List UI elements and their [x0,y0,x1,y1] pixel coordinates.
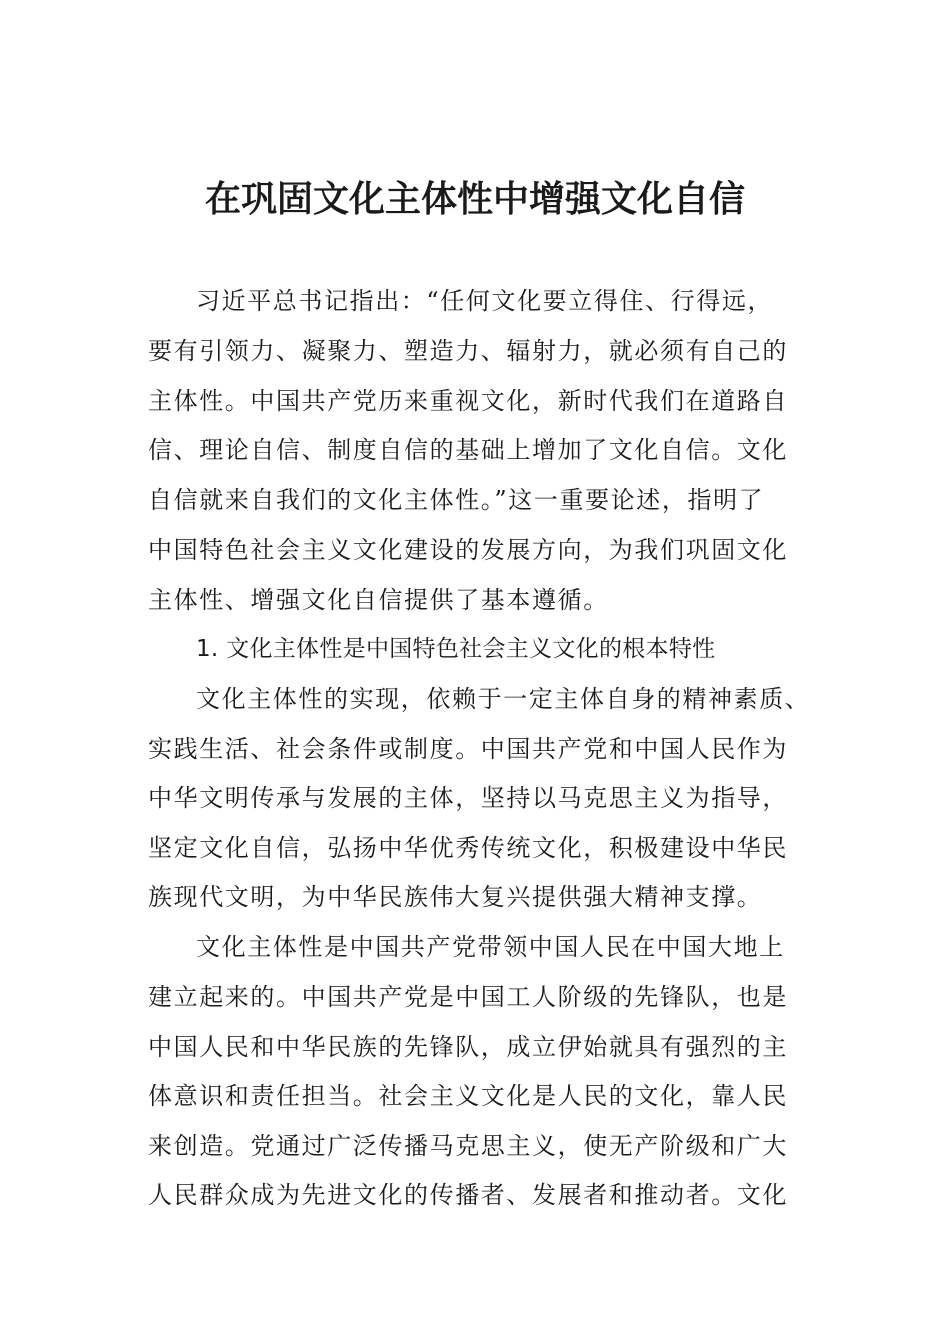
text-line: 文化主体性是中国共产党带领中国人民在中国大地上 [196,933,785,961]
text-line: 主体性。中国共产党历来重视文化，新时代我们在道路自 [148,387,788,415]
text-line: 人民群众成为先进文化的传播者、发展者和推动者。文化 [148,1181,788,1209]
text-line: 族现代文明，为中华民族伟大复兴提供强大精神支撑。 [148,883,763,911]
text-line: 习近平总书记指出：“任何文化要立得住、行得远， [196,287,774,315]
section-heading: 1. 文化主体性是中国特色社会主义文化的根本特性 [196,636,716,662]
text-line: 主体性、增强文化自信提供了基本遵循。 [148,586,609,614]
document-title: 在巩固文化主体性中增强文化自信 [204,178,745,220]
text-line: 自信就来自我们的文化主体性。”这一重要论述，指明了 [148,486,765,514]
text-line: 中华文明传承与发展的主体，坚持以马克思主义为指导， [148,784,788,812]
text-line: 坚定文化自信，弘扬中华优秀传统文化，积极建设中华民 [148,834,788,862]
text-line: 中国人民和中华民族的先锋队，成立伊始就具有强烈的主 [148,1033,788,1061]
text-line: 信、理论自信、制度自信的基础上增加了文化自信。文化 [148,436,788,464]
text-line: 体意识和责任担当。社会主义文化是人民的文化，靠人民 [148,1082,788,1110]
text-line: 要有引领力、凝聚力、塑造力、辐射力，就必须有自己的 [148,337,788,365]
text-line: 建立起来的。中国共产党是中国工人阶级的先锋队，也是 [148,983,788,1011]
text-line: 中国特色社会主义文化建设的发展方向，为我们巩固文化 [148,536,788,564]
text-line: 实践生活、社会条件或制度。中国共产党和中国人民作为 [148,735,788,763]
text-line: 来创造。党通过广泛传播马克思主义，使无产阶级和广大 [148,1132,788,1160]
text-line: 文化主体性的实现，依赖于一定主体自身的精神素质、 [196,685,811,713]
